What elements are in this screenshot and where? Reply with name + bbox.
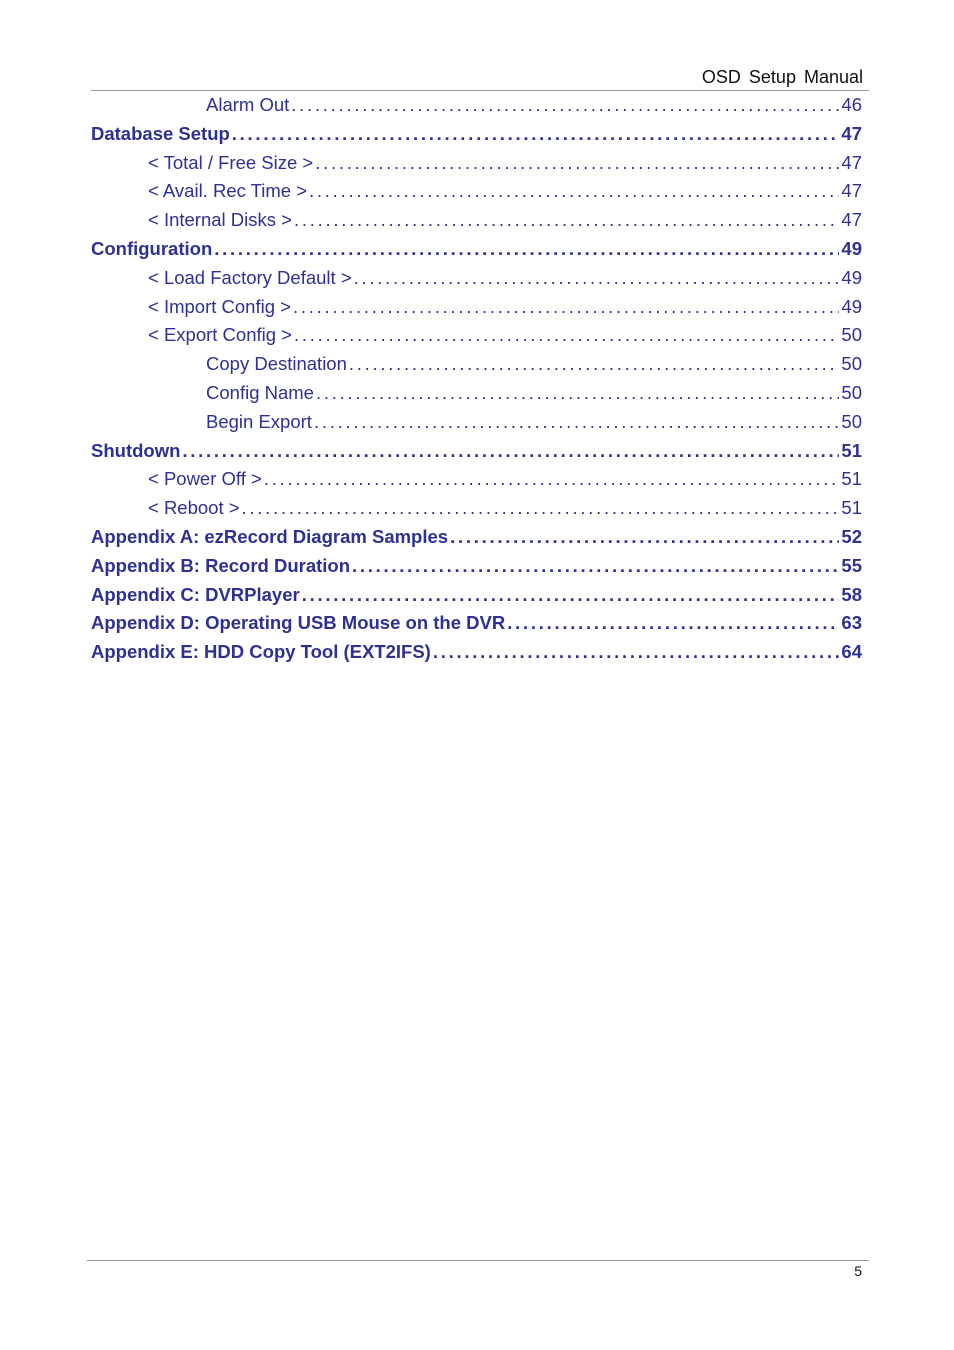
toc-entry[interactable] bbox=[91, 236, 862, 265]
toc-entry-label: Shutdown bbox=[91, 439, 181, 461]
toc-entry-label: Appendix A: ezRecord Diagram Samples bbox=[91, 525, 449, 547]
toc-entry-label: < Export Config > bbox=[148, 324, 292, 346]
toc-dot-leader bbox=[309, 178, 839, 203]
toc-entry-page-number: 55 bbox=[841, 554, 862, 576]
toc-dot-leader bbox=[507, 610, 839, 635]
toc-entry-page-number: 47 bbox=[841, 151, 862, 173]
toc-dot-leader bbox=[214, 236, 839, 261]
toc-dot-leader bbox=[294, 207, 839, 232]
toc-entry-label: Copy Destination bbox=[206, 353, 347, 375]
toc-dot-leader bbox=[316, 380, 839, 405]
toc-entry-label: Appendix C: DVRPlayer bbox=[91, 583, 300, 605]
toc-entry-page-number: 49 bbox=[841, 295, 862, 317]
toc-dot-leader bbox=[291, 92, 839, 117]
toc-entry[interactable] bbox=[91, 92, 862, 121]
toc-entry[interactable] bbox=[91, 524, 862, 553]
toc-dot-leader bbox=[352, 553, 839, 578]
toc-entry-page-number: 51 bbox=[841, 439, 862, 461]
toc-dot-leader bbox=[293, 294, 839, 319]
toc-entry[interactable] bbox=[91, 207, 862, 236]
toc-entry-page-number: 50 bbox=[841, 410, 862, 432]
toc-dot-leader bbox=[232, 121, 840, 146]
toc-dot-leader bbox=[433, 639, 840, 664]
toc-entry[interactable] bbox=[91, 438, 862, 467]
toc-entry[interactable] bbox=[91, 409, 862, 438]
toc-entry[interactable] bbox=[91, 265, 862, 294]
toc-dot-leader bbox=[354, 265, 840, 290]
toc-entry[interactable] bbox=[91, 150, 862, 179]
footer-divider bbox=[87, 1260, 869, 1261]
toc-entry-label: Appendix E: HDD Copy Tool (EXT2IFS) bbox=[91, 641, 431, 663]
toc-entry[interactable] bbox=[91, 178, 862, 207]
toc-dot-leader bbox=[450, 524, 839, 549]
toc-entry-page-number: 58 bbox=[841, 583, 862, 605]
toc-entry[interactable] bbox=[91, 294, 862, 323]
toc-dot-leader bbox=[315, 150, 839, 175]
toc-entry[interactable] bbox=[91, 380, 862, 409]
toc-entry[interactable] bbox=[91, 639, 862, 668]
toc-entry-page-number: 64 bbox=[841, 641, 862, 663]
toc-entry[interactable] bbox=[91, 610, 862, 639]
toc-entry[interactable] bbox=[91, 582, 862, 611]
toc-entry-page-number: 51 bbox=[841, 497, 862, 519]
page-number: 5 bbox=[854, 1263, 862, 1279]
toc-entry[interactable] bbox=[91, 121, 862, 150]
toc-entry[interactable] bbox=[91, 466, 862, 495]
toc-entry-label: Config Name bbox=[206, 381, 314, 403]
toc-entry[interactable] bbox=[91, 553, 862, 582]
toc-entry-label: < Load Factory Default > bbox=[148, 266, 352, 288]
toc-entry-page-number: 51 bbox=[841, 468, 862, 490]
toc-entry-page-number: 47 bbox=[841, 122, 862, 144]
toc-entry-page-number: 50 bbox=[841, 353, 862, 375]
toc-entry-label: < Internal Disks > bbox=[148, 209, 292, 231]
toc-entry-label: Database Setup bbox=[91, 122, 230, 144]
toc-entry-label: Alarm Out bbox=[206, 94, 290, 115]
table-of-contents bbox=[91, 92, 862, 668]
toc-entry-label: < Power Off > bbox=[148, 468, 262, 490]
toc-entry-label: < Reboot > bbox=[148, 497, 240, 519]
toc-entry-label: Appendix D: Operating USB Mouse on the DVR bbox=[91, 612, 506, 634]
toc-entry-label: < Total / Free Size > bbox=[148, 151, 314, 173]
toc-entry-label: Configuration bbox=[91, 237, 213, 259]
toc-entry-label: < Avail. Rec Time > bbox=[148, 180, 308, 202]
toc-dot-leader bbox=[302, 582, 840, 607]
toc-entry[interactable] bbox=[91, 322, 862, 351]
toc-entry-label: < Import Config > bbox=[148, 295, 291, 317]
toc-entry-page-number: 49 bbox=[841, 266, 862, 288]
toc-entry-page-number: 47 bbox=[841, 180, 862, 202]
toc-entry[interactable] bbox=[91, 351, 862, 380]
toc-entry-page-number: 52 bbox=[841, 525, 862, 547]
toc-entry-page-number: 50 bbox=[841, 324, 862, 346]
toc-entry-page-number: 47 bbox=[841, 209, 862, 231]
toc-dot-leader bbox=[314, 409, 839, 434]
toc-dot-leader bbox=[294, 322, 839, 347]
page-header-title: OSD Setup Manual bbox=[701, 67, 863, 87]
header-divider bbox=[91, 90, 869, 91]
toc-dot-leader bbox=[242, 495, 840, 520]
toc-dot-leader bbox=[349, 351, 840, 376]
toc-entry-page-number: 49 bbox=[841, 237, 862, 259]
toc-entry-page-number: 50 bbox=[841, 381, 862, 403]
toc-entry-label: Appendix B: Record Duration bbox=[91, 554, 351, 576]
toc-dot-leader bbox=[264, 466, 840, 491]
toc-entry-page-number: 46 bbox=[841, 94, 862, 115]
toc-entry-page-number: 63 bbox=[841, 612, 862, 634]
toc-entry-label: Begin Export bbox=[206, 410, 312, 432]
toc-entry[interactable] bbox=[91, 495, 862, 524]
toc-dot-leader bbox=[182, 438, 839, 463]
